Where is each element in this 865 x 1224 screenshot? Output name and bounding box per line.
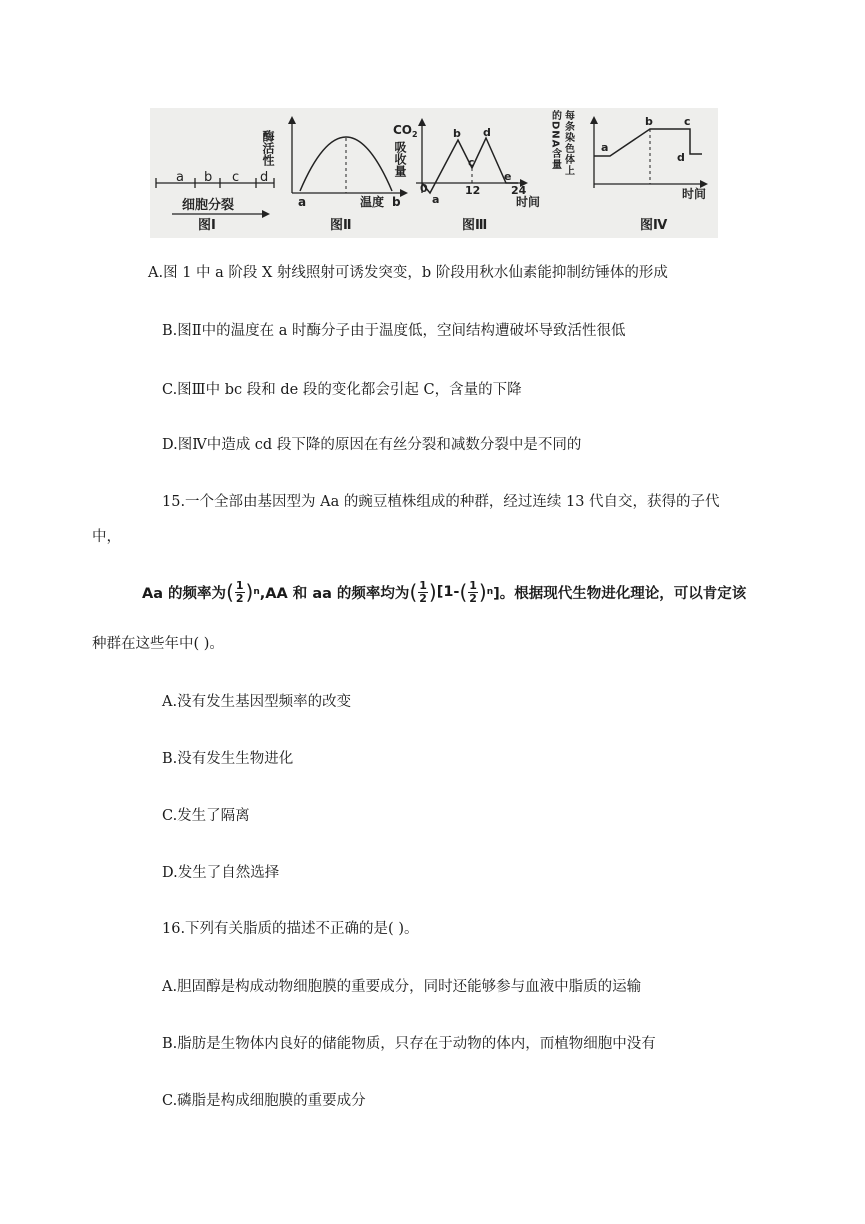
- fig1-label-c: c: [232, 170, 240, 185]
- fig4-label-c: c: [684, 115, 691, 128]
- fig2-point-b: b: [392, 195, 401, 209]
- fig3-label-c: c: [468, 156, 475, 169]
- fig2: [261, 116, 408, 233]
- fig4-label-b: b: [645, 115, 653, 128]
- q16-option-a: A.胆固醇是构成动物细胞膜的重要成分，同时还能够参与血液中脂质的运输: [162, 979, 642, 995]
- fig2-xlabel: 温度: [360, 195, 385, 209]
- formula-part3: [1-: [436, 584, 460, 600]
- q15-stem-line2: 中，: [92, 529, 121, 545]
- biology-figure: [150, 108, 718, 238]
- fraction-half-3: $\frac{1}{2}$: [469, 578, 477, 605]
- fig4-caption: 图Ⅳ: [640, 218, 668, 233]
- fig4: [550, 109, 709, 233]
- fig3: [393, 118, 540, 233]
- fig3-label-a: a: [432, 193, 440, 206]
- q16-option-b: B.脂肪是生物体内良好的储能物质，只存在于动物的体内，而植物细胞中没有: [162, 1036, 656, 1052]
- svg-text:CO: CO: [393, 123, 413, 137]
- formula-part2: ,AA 和 aa 的频率均为: [259, 585, 410, 602]
- q15-option-b: B.没有发生生物进化: [162, 751, 294, 767]
- q15-formula: Aa 的频率为 ( $\frac{1}{2}$ ) n ,AA 和 aa 的频率均为 ( $\frac{1}{2}$ ) [1- ( $\frac{1}{2}$ ) n ]。根据现代生物进化理论，可以肯定该: [142, 578, 747, 605]
- q15-option-c: C.发生了隔离: [162, 808, 250, 824]
- fig4-label-a: a: [601, 141, 609, 154]
- fig1-caption: 图Ⅰ: [198, 218, 216, 233]
- formula-part1: Aa 的频率为: [142, 585, 227, 602]
- fig2-caption: 图Ⅱ: [330, 218, 352, 233]
- fig4-xlabel: 时间: [682, 187, 707, 201]
- fig1-label-a: a: [176, 170, 184, 185]
- q14-option-c: C.图Ⅲ中 bc 段和 de 段的变化都会引起 C，含量的下降: [162, 382, 522, 398]
- fig3-tick-12: 12: [465, 184, 481, 197]
- q15-stem-line3: 种群在这些年中( )。: [92, 636, 224, 652]
- q14-option-a: A.图 1 中 a 阶段 X 射线照射可诱发突变，b 阶段用秋水仙素能抑制纺锤体的形成: [148, 265, 668, 281]
- fig1-xlabel: 细胞分裂: [182, 198, 235, 213]
- q16-stem: 16.下列有关脂质的描述不正确的是( )。: [162, 921, 419, 937]
- fig3-label-e: e: [504, 170, 512, 183]
- figure-svg: [150, 108, 718, 238]
- fig4-label-d: d: [677, 151, 685, 164]
- fig3-tick-0: 0: [420, 182, 428, 195]
- q15-stem-line1: 15.一个全部由基因型为 Aa 的豌豆植株组成的种群，经过连续 13 代自交，获得的子代: [162, 494, 720, 510]
- svg-text:2: 2: [412, 130, 418, 139]
- fig1: [156, 170, 274, 233]
- formula-part4: ]。根据现代生物进化理论，可以肯定该: [493, 585, 747, 602]
- fig3-label-b: b: [453, 127, 461, 140]
- fig3-tick-24: 24: [511, 184, 527, 197]
- svg-text:的DNA含量: 的DNA含量: [549, 110, 561, 171]
- fig1-label-d: d: [260, 170, 269, 185]
- svg-text:吸收量: 吸收量: [393, 141, 407, 177]
- q15-option-d: D.发生了自然选择: [162, 865, 280, 881]
- fig3-caption: 图Ⅲ: [462, 218, 488, 233]
- q14-option-d: D.图Ⅳ中造成 cd 段下降的原因在有丝分裂和减数分裂中是不同的: [162, 437, 582, 453]
- svg-text:每条染色体上: 每条染色体上: [562, 110, 574, 176]
- fig3-xlabel: 时间: [516, 195, 541, 209]
- q15-option-a: A.没有发生基因型频率的改变: [162, 694, 352, 710]
- fraction-half: $\frac{1}{2}$: [235, 578, 244, 605]
- q14-option-b: B.图Ⅱ中的温度在 a 时酶分子由于温度低，空间结构遭破坏导致活性很低: [162, 323, 626, 339]
- fig1-label-b: b: [204, 170, 213, 185]
- fraction-half-2: $\frac{1}{2}$: [419, 578, 427, 605]
- fig2-point-a: a: [298, 195, 307, 209]
- fig2-ylabel: 酶活性: [261, 130, 275, 166]
- q16-option-c: C.磷脂是构成细胞膜的重要成分: [162, 1093, 366, 1109]
- fig3-label-d: d: [483, 126, 491, 139]
